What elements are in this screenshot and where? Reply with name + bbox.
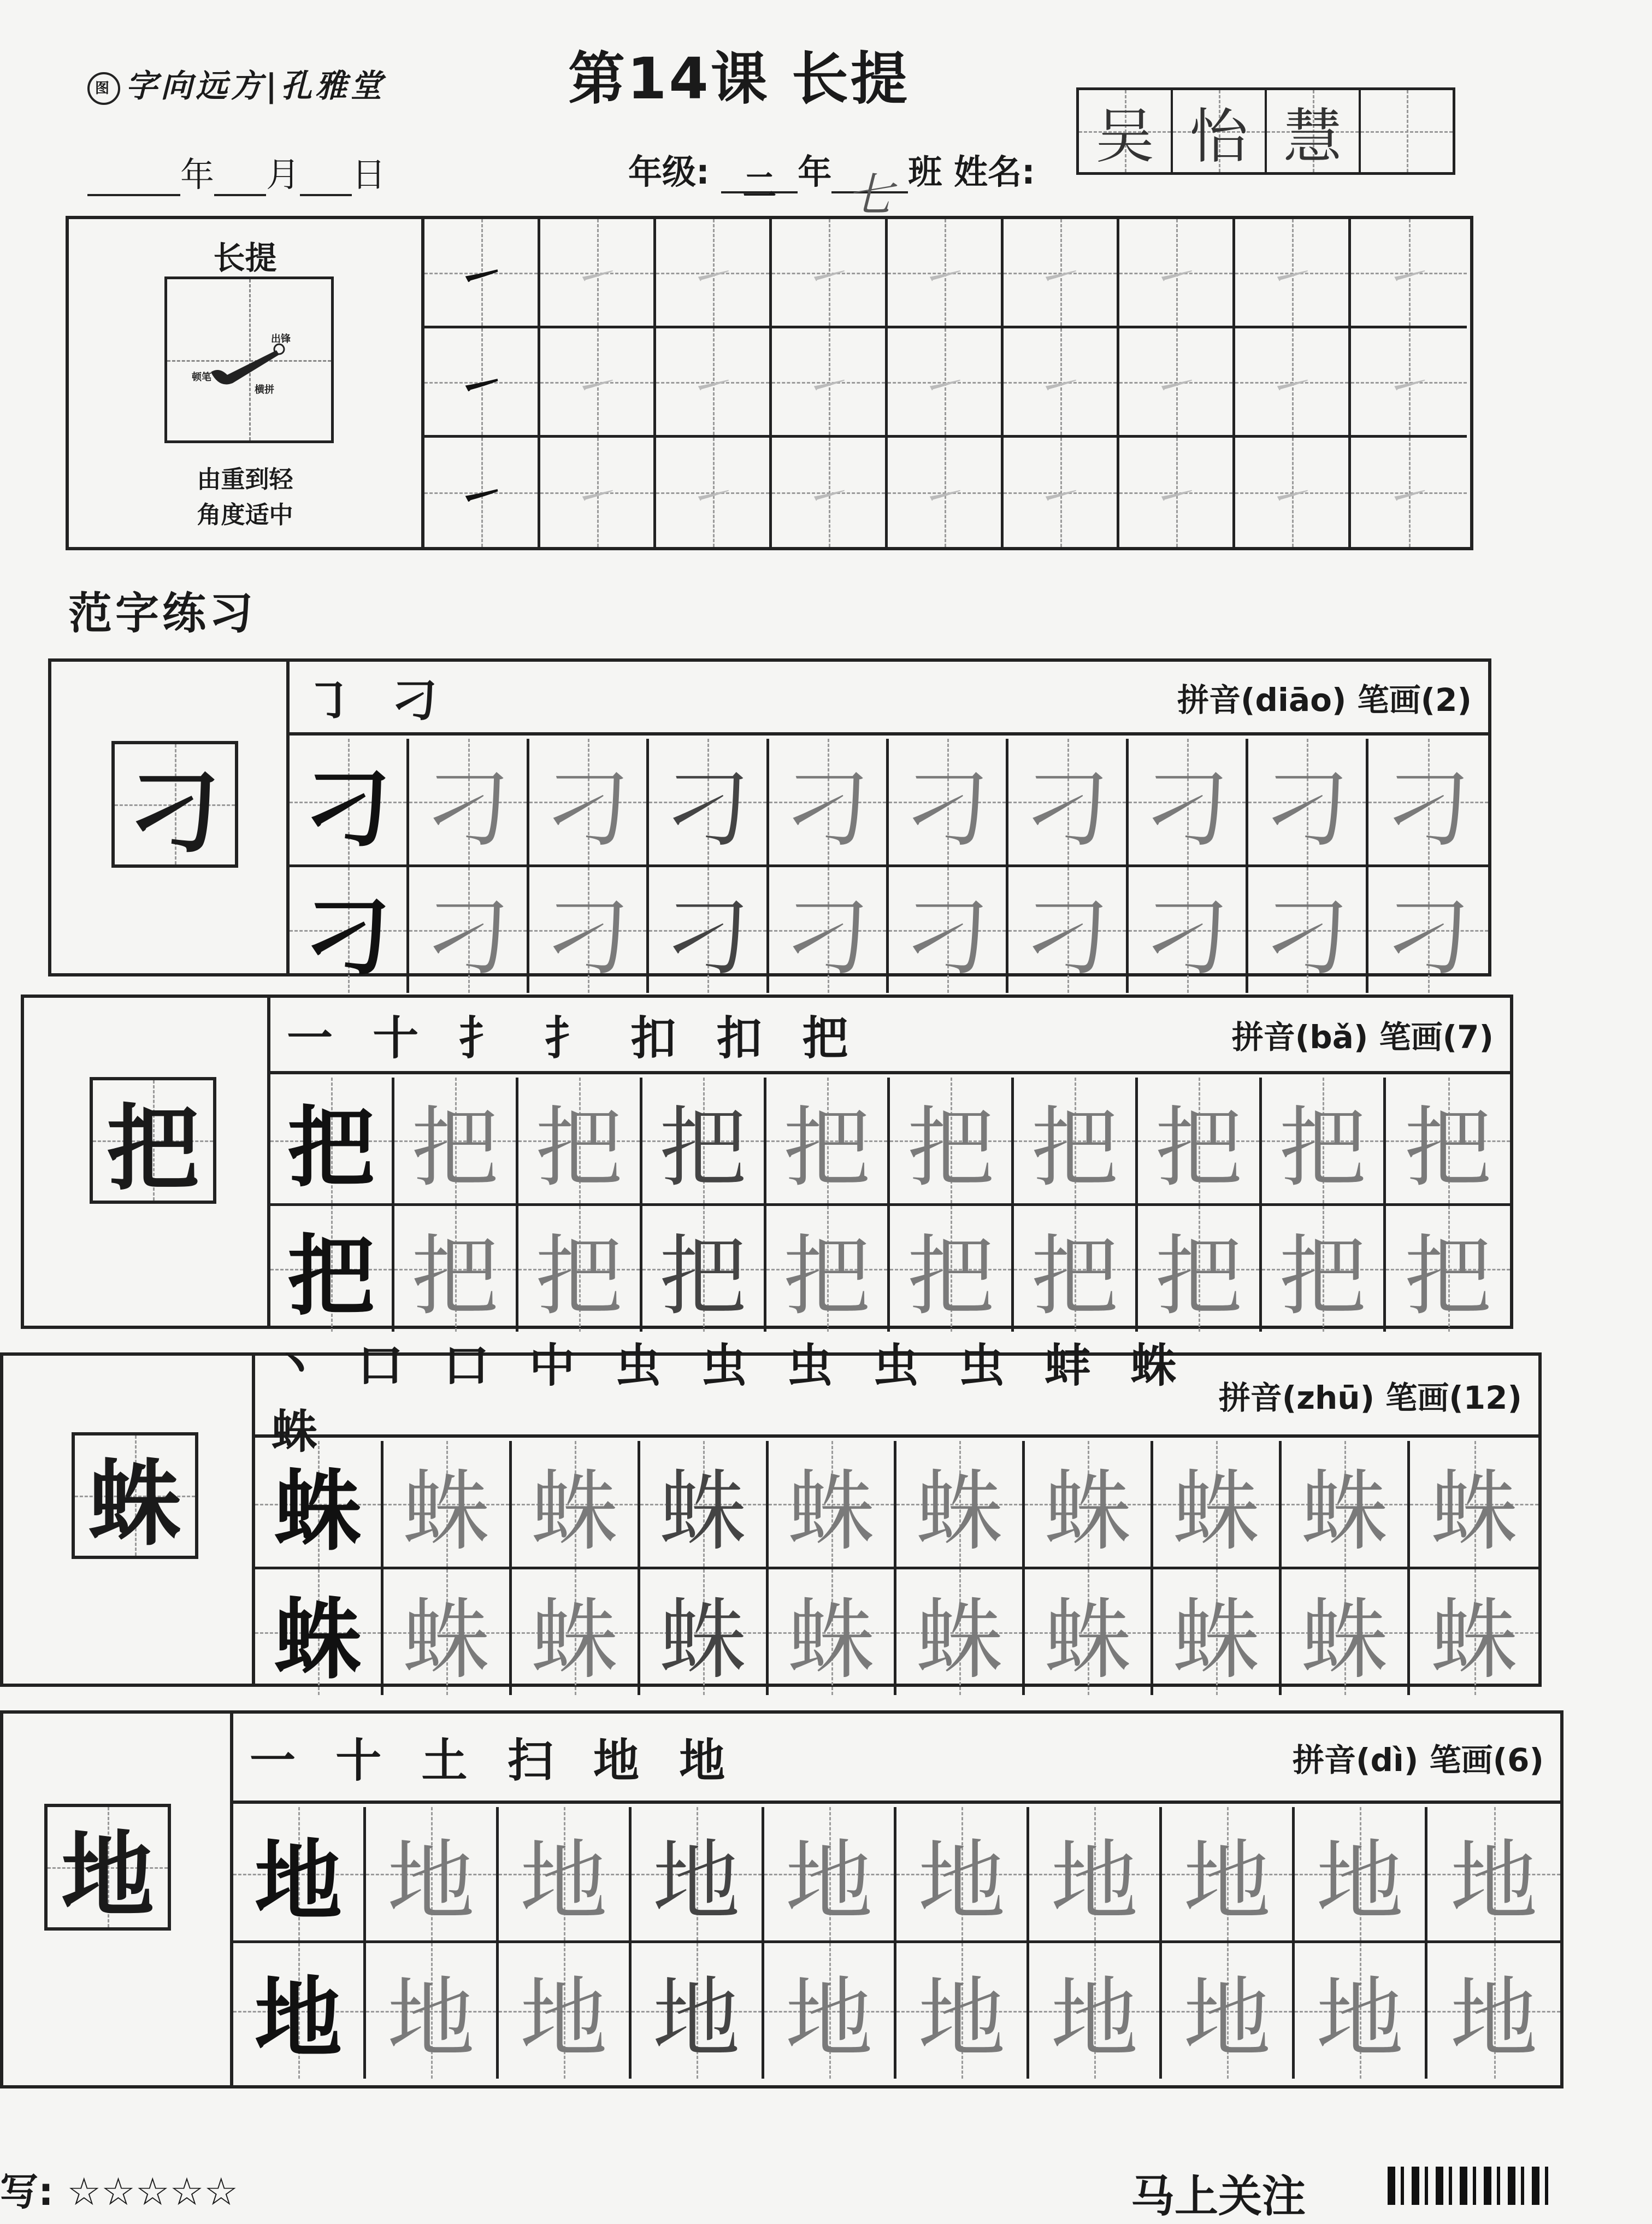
stroke-grid-cell: ㇀	[424, 438, 540, 547]
practice-cell: 蛛	[1410, 1441, 1538, 1569]
practice-cell: 刁	[1368, 739, 1488, 867]
practice-cell: 地	[1295, 1943, 1427, 2079]
stroke-grid-cell: ㇀	[772, 328, 888, 438]
stroke-grid-cell: ㇀	[656, 328, 772, 438]
name-box	[1076, 87, 1455, 175]
day-label: 日	[352, 155, 386, 195]
character-practice-block	[48, 658, 1491, 989]
practice-grid	[270, 1078, 1510, 1327]
practice-cell: 地	[366, 1807, 499, 1943]
practice-cell: 把	[1014, 1206, 1138, 1332]
practice-cell: 刁	[889, 739, 1008, 867]
month-blank	[214, 161, 266, 196]
stroke-title: 长提	[213, 239, 277, 276]
stroke-grid	[424, 219, 1467, 547]
brand-seal-icon: 图	[87, 72, 120, 105]
practice-cell: 地	[764, 1943, 897, 2079]
stroke-grid-cell: ㇀	[772, 438, 888, 547]
practice-cell: 刁	[649, 867, 769, 993]
stroke-grid-cell: ㇀	[656, 438, 772, 547]
practice-cell: 地	[366, 1943, 499, 2079]
practice-cell: 把	[890, 1078, 1014, 1206]
model-character-panel	[3, 1714, 233, 2085]
practice-cell: 地	[1427, 1807, 1560, 1943]
stroke-grid-cell: ㇀	[656, 219, 772, 328]
practice-cell: 刁	[529, 739, 649, 867]
model-character: 地	[44, 1804, 171, 1931]
practice-cell: 地	[233, 1943, 366, 2079]
character-practice-block	[21, 995, 1513, 1329]
practice-cell: 把	[1138, 1078, 1262, 1206]
stroke-order-row	[233, 1714, 1560, 1804]
stroke-note-1: 由重到轻	[197, 466, 293, 493]
stroke-grid-cell: ㇀	[1351, 438, 1467, 547]
class-name-label: 班 姓名:	[908, 152, 1035, 192]
practice-grid	[233, 1807, 1560, 2079]
brand-logo	[87, 60, 385, 106]
practice-cell: 蛛	[640, 1569, 769, 1695]
class-line	[628, 145, 1035, 222]
practice-cell: 刁	[1129, 739, 1248, 867]
stroke-order-row	[270, 998, 1510, 1074]
name-cell: 慧	[1267, 90, 1361, 172]
model-character-panel	[24, 998, 270, 1326]
practice-cell: 地	[896, 1807, 1029, 1943]
date-line	[87, 148, 386, 196]
stroke-grid-cell: ㇀	[1004, 438, 1119, 547]
practice-cell: 把	[766, 1078, 890, 1206]
name-cell	[1361, 90, 1453, 172]
practice-cell: 蛛	[1153, 1441, 1282, 1569]
stroke-order: 一 十 扌 扌 扣 扣 把	[287, 1010, 860, 1065]
stroke-grid-cell: ㇀	[540, 328, 656, 438]
practice-cell: 地	[1162, 1807, 1295, 1943]
practice-cell: 蛛	[255, 1441, 384, 1569]
stroke-grid-cell: ㇀	[1235, 438, 1351, 547]
character-practice-block	[0, 1710, 1564, 2088]
pinyin-stroke-count: 拼音(diāo) 笔画(2)	[1177, 681, 1472, 719]
practice-cell: 蛛	[384, 1441, 512, 1569]
practice-cell: 把	[270, 1206, 394, 1332]
rating-stars: 写: ☆☆☆☆☆	[0, 2169, 239, 2214]
practice-grid	[255, 1441, 1538, 1691]
stroke-grid-cell: ㇀	[1235, 219, 1351, 328]
practice-cell: 蛛	[769, 1569, 897, 1695]
stroke-grid-cell: ㇀	[424, 219, 540, 328]
practice-cell: 刁	[409, 739, 529, 867]
stroke-grid-cell: ㇀	[888, 438, 1004, 547]
model-character: 把	[90, 1077, 216, 1204]
practice-cell: 蛛	[512, 1569, 640, 1695]
stroke-demo-grid	[164, 276, 334, 443]
stroke-grid-cell: ㇀	[1004, 219, 1119, 328]
practice-cell: 把	[518, 1206, 642, 1332]
practice-cell: 地	[1427, 1943, 1560, 2079]
stroke-grid-cell: ㇀	[424, 328, 540, 438]
practice-cell: 把	[642, 1206, 766, 1332]
stroke-grid-cell: ㇀	[1235, 328, 1351, 438]
practice-cell: 刁	[769, 739, 889, 867]
practice-cell: 蛛	[640, 1441, 769, 1569]
practice-cell: 地	[499, 1943, 632, 2079]
brand-text: 字向远方|孔雅堂	[126, 67, 386, 104]
practice-cell: 蛛	[1153, 1569, 1282, 1695]
practice-cell: 蛛	[1025, 1441, 1153, 1569]
practice-cell: 把	[1138, 1206, 1262, 1332]
practice-cell: 刁	[769, 867, 889, 993]
practice-cell: 把	[394, 1078, 518, 1206]
practice-cell: 刁	[1368, 867, 1488, 993]
practice-cell: 把	[1386, 1078, 1510, 1206]
stroke-grid-cell: ㇀	[1351, 328, 1467, 438]
stroke-intro	[69, 219, 424, 547]
practice-cell: 地	[632, 1807, 764, 1943]
stroke-order-row	[255, 1338, 1538, 1458]
practice-cell: 刁	[409, 867, 529, 993]
practice-cell: 把	[1262, 1206, 1386, 1332]
practice-cell: 蛛	[1410, 1569, 1538, 1695]
demo-label-mid: 横拼	[255, 384, 274, 396]
demo-label-start: 顿笔	[192, 372, 211, 383]
demo-label-end: 出锋	[271, 333, 291, 345]
year-label: 年	[180, 155, 215, 195]
practice-cell: 地	[632, 1943, 764, 2079]
practice-cell: 蛛	[896, 1569, 1025, 1695]
section-title: 范字练习	[68, 588, 256, 639]
practice-cell: 蛛	[512, 1441, 640, 1569]
practice-cell: 地	[764, 1807, 897, 1943]
stroke-grid-cell: ㇀	[888, 219, 1004, 328]
practice-cell: 把	[1386, 1206, 1510, 1332]
follow-text: 马上关注	[1131, 2171, 1306, 2222]
practice-grid	[290, 739, 1488, 989]
stroke-order: 一 十 土 扫 地 地	[250, 1733, 738, 1787]
model-character-panel	[51, 662, 290, 973]
month-label: 月	[266, 155, 300, 195]
practice-cell: 蛛	[1282, 1569, 1410, 1695]
day-blank	[300, 161, 352, 196]
practice-cell: 刁	[1248, 867, 1368, 993]
practice-cell: 蛛	[896, 1441, 1025, 1569]
practice-cell: 刁	[1008, 867, 1128, 993]
practice-cell: 蛛	[769, 1441, 897, 1569]
practice-cell: 把	[518, 1078, 642, 1206]
practice-cell: 地	[1029, 1807, 1162, 1943]
stroke-grid-cell: ㇀	[1004, 328, 1119, 438]
practice-cell: 把	[766, 1206, 890, 1332]
character-practice-block	[0, 1338, 1542, 1691]
name-cell: 吴	[1079, 90, 1173, 172]
practice-cell: 刁	[1129, 867, 1248, 993]
practice-cell: 把	[394, 1206, 518, 1332]
stroke-practice-box	[66, 216, 1473, 550]
class-value: 七	[831, 158, 908, 193]
practice-cell: 蛛	[1282, 1441, 1410, 1569]
practice-cell: 把	[642, 1078, 766, 1206]
practice-cell: 把	[1014, 1078, 1138, 1206]
grade-year-label: 年	[798, 152, 832, 192]
stroke-grid-cell: ㇀	[772, 219, 888, 328]
stroke-grid-cell: ㇀	[1351, 219, 1467, 328]
pinyin-stroke-count: 拼音(dì) 笔画(6)	[1293, 1741, 1544, 1779]
practice-cell: 刁	[290, 867, 409, 993]
model-character: 蛛	[72, 1432, 198, 1559]
practice-cell: 地	[499, 1807, 632, 1943]
practice-cell: 地	[233, 1807, 366, 1943]
practice-cell: 把	[890, 1206, 1014, 1332]
stroke-grid-cell: ㇀	[540, 438, 656, 547]
qr-code-icon	[1388, 2167, 1551, 2205]
practice-cell: 把	[1262, 1078, 1386, 1206]
page-title: 第14课 长提	[568, 45, 910, 112]
grade-label: 年级:	[628, 152, 710, 192]
practice-cell: 地	[1162, 1943, 1295, 2079]
stroke-grid-cell: ㇀	[1119, 438, 1235, 547]
practice-cell: 刁	[290, 739, 409, 867]
stroke-grid-cell: ㇀	[540, 219, 656, 328]
practice-cell: 刁	[889, 867, 1008, 993]
pinyin-stroke-count: 拼音(zhū) 笔画(12)	[1218, 1379, 1522, 1416]
stroke-grid-cell: ㇀	[1119, 328, 1235, 438]
grade-value: 二	[721, 158, 798, 193]
practice-cell: 蛛	[255, 1569, 384, 1695]
practice-cell: 蛛	[1025, 1569, 1153, 1695]
name-cell: 怡	[1173, 90, 1267, 172]
stroke-order: 丶 口 口 中 虫 虫 虫 虫 虫 蚌 蛛 蛛	[272, 1338, 1189, 1458]
model-character-panel	[3, 1356, 255, 1684]
practice-cell: 地	[1295, 1807, 1427, 1943]
stroke-grid-cell: ㇀	[888, 328, 1004, 438]
year-blank	[87, 161, 180, 196]
practice-cell: 刁	[529, 867, 649, 993]
practice-cell: 把	[270, 1078, 394, 1206]
practice-cell: 刁	[649, 739, 769, 867]
stroke-order-row	[290, 662, 1488, 736]
stroke-order: ㇆ 刁	[306, 673, 450, 727]
practice-cell: 蛛	[384, 1569, 512, 1695]
practice-cell: 地	[1029, 1943, 1162, 2079]
pinyin-stroke-count: 拼音(bǎ) 笔画(7)	[1231, 1019, 1494, 1056]
stroke-note-2: 角度适中	[197, 501, 293, 529]
practice-cell: 刁	[1008, 739, 1128, 867]
practice-cell: 刁	[1248, 739, 1368, 867]
practice-cell: 地	[896, 1943, 1029, 2079]
stroke-grid-cell: ㇀	[1119, 219, 1235, 328]
long-tick-stroke-icon	[167, 279, 331, 440]
model-character: 刁	[111, 741, 238, 868]
